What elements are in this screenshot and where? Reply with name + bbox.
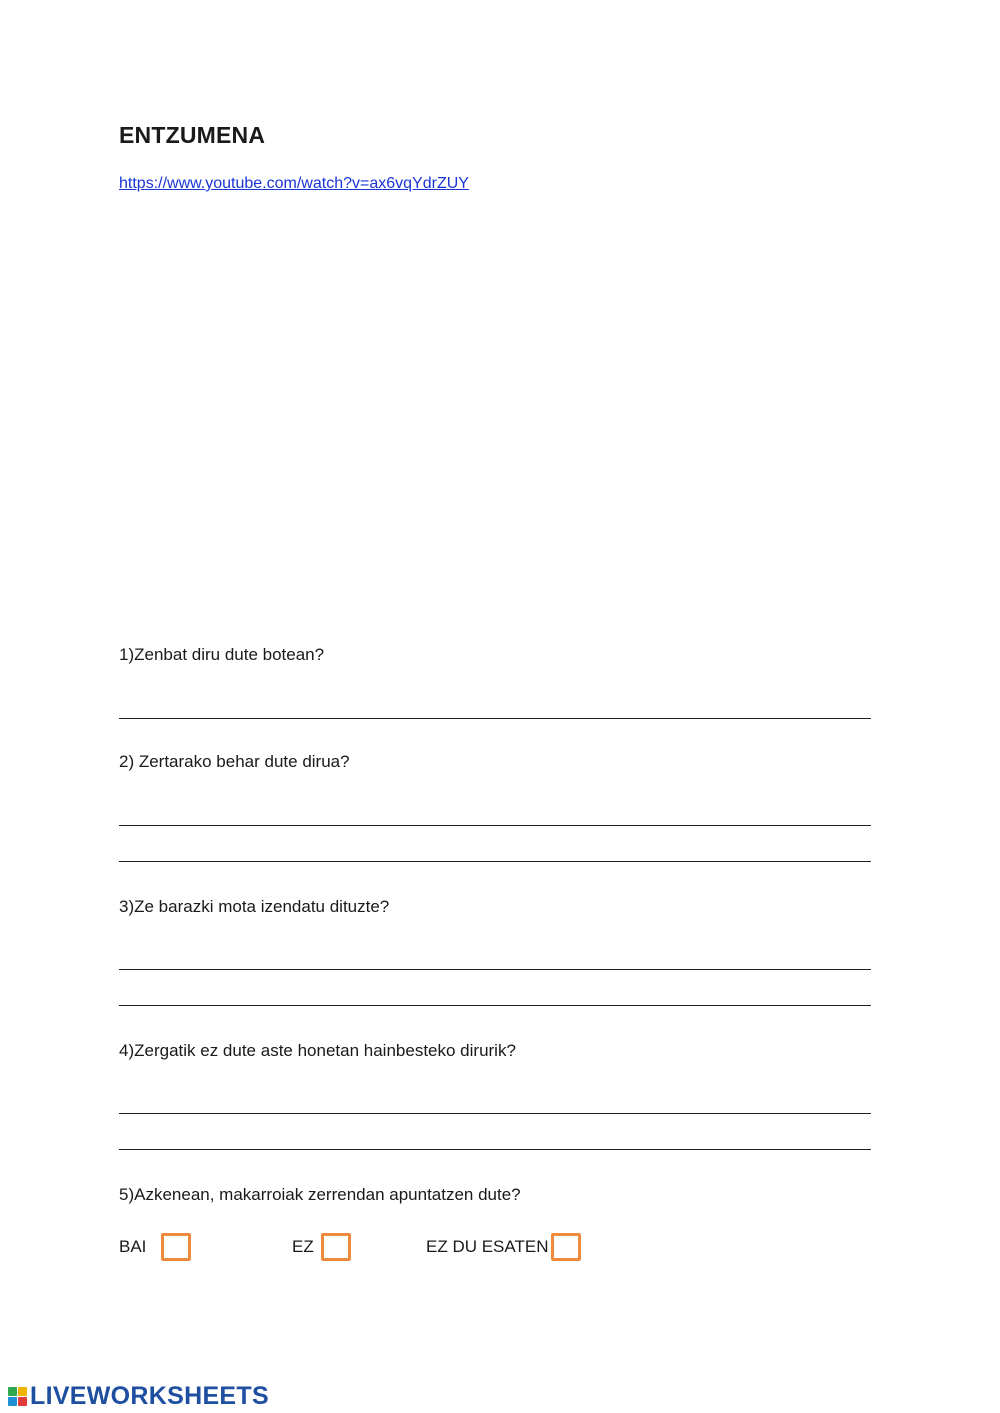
page-title: ENTZUMENA bbox=[119, 122, 266, 148]
question-4: 4)Zergatik ez dute aste honetan hainbesteko dirurik? bbox=[119, 1041, 516, 1060]
logo-square-green bbox=[8, 1387, 17, 1396]
option-ez-du-esaten bbox=[426, 1229, 581, 1265]
option-ez-checkbox[interactable] bbox=[321, 1233, 351, 1261]
question-1: 1)Zenbat diru dute botean? bbox=[119, 645, 325, 664]
question-3: 3)Ze barazki mota izendatu dituzte? bbox=[119, 897, 390, 916]
question-5: 5)Azkenean, makarroiak zerrendan apuntatzen dute? bbox=[119, 1185, 521, 1204]
logo-square-red bbox=[18, 1397, 27, 1406]
option-bai bbox=[119, 1229, 191, 1265]
answer-line-4b[interactable] bbox=[119, 1149, 871, 1150]
answer-line-3b[interactable] bbox=[119, 1005, 871, 1006]
option-ez-label: EZ bbox=[292, 1237, 314, 1256]
option-ez bbox=[292, 1229, 351, 1265]
question-2: 2) Zertarako behar dute dirua? bbox=[119, 752, 350, 771]
option-ez-du-esaten-checkbox[interactable] bbox=[551, 1233, 581, 1261]
answer-line-2a[interactable] bbox=[119, 825, 871, 826]
answer-line-2b[interactable] bbox=[119, 861, 871, 862]
logo-square-blue bbox=[8, 1397, 17, 1406]
answer-line-3a[interactable] bbox=[119, 969, 871, 970]
answer-line-4a[interactable] bbox=[119, 1113, 871, 1114]
option-bai-label: BAI bbox=[119, 1237, 147, 1256]
brand-name: LIVEWORKSHEETS bbox=[30, 1382, 269, 1410]
video-link[interactable]: https://www.youtube.com/watch?v=ax6vqYdrZUY bbox=[119, 175, 469, 192]
liveworksheets-logo bbox=[8, 1382, 269, 1411]
option-bai-checkbox[interactable] bbox=[161, 1233, 191, 1261]
option-ez-du-esaten-label: EZ DU ESATEN bbox=[426, 1237, 549, 1256]
liveworksheets-logo-icon bbox=[8, 1387, 27, 1406]
logo-square-yellow bbox=[18, 1387, 27, 1396]
answer-line-1[interactable] bbox=[119, 718, 871, 719]
